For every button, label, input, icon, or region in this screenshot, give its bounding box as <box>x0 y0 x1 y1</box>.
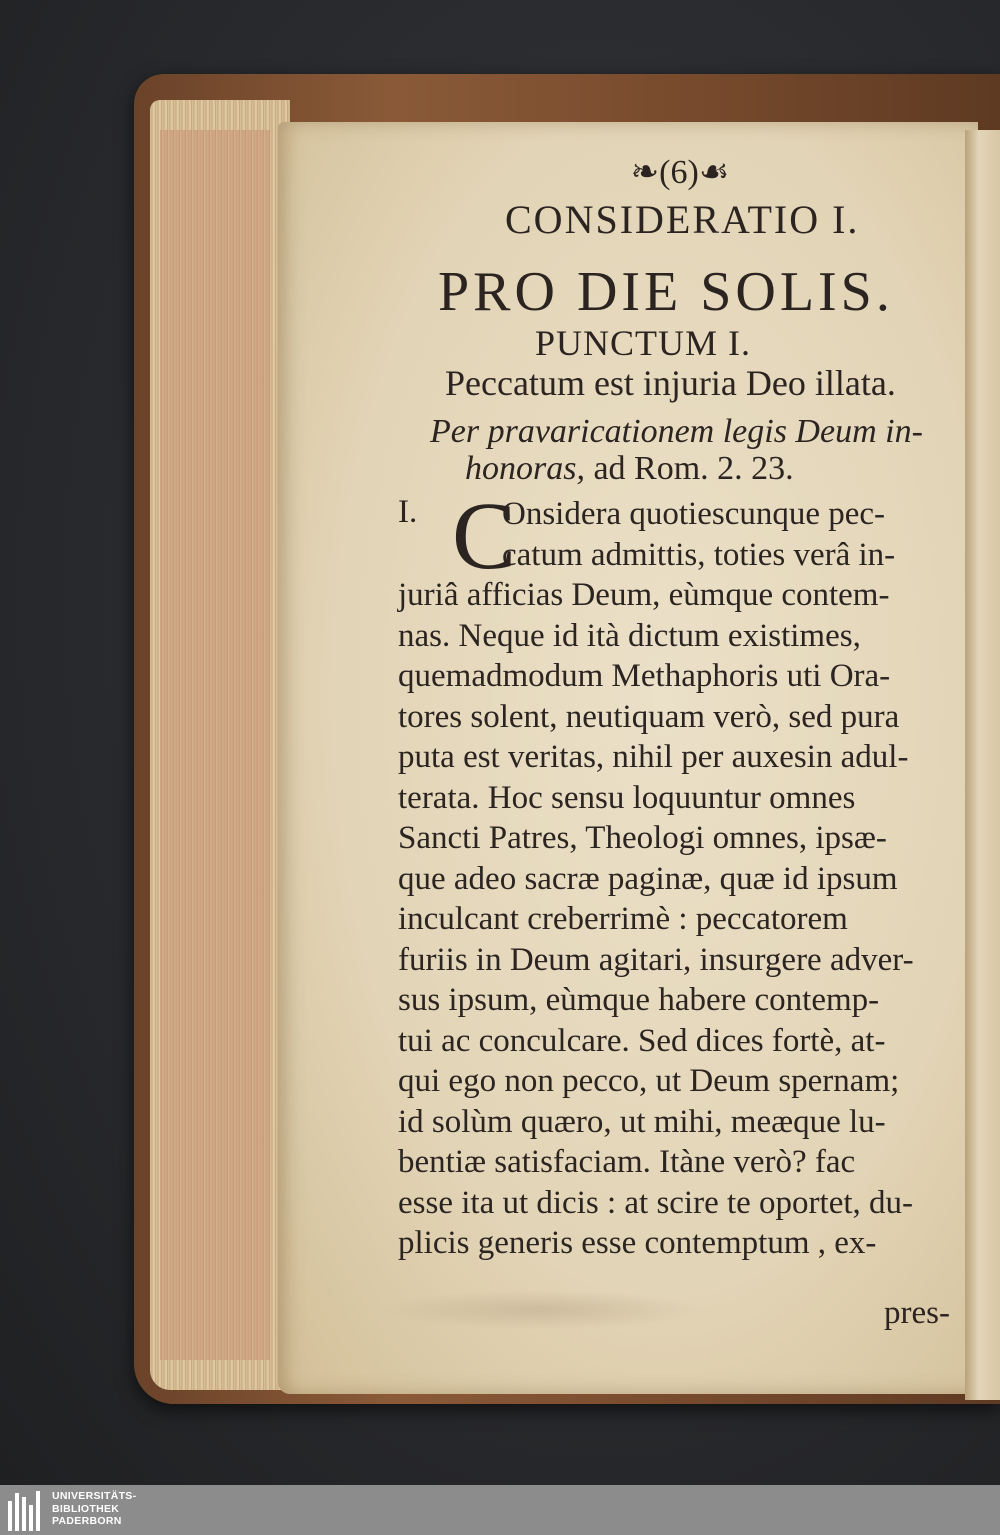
text-line: tui ac conculcare. Sed dices fortè, at- <box>398 1022 886 1059</box>
red-edge-stain <box>160 130 270 1360</box>
verse-italic: Per pravaricationem legis Deum in- <box>430 413 923 450</box>
text-line: qui ego non pecco, ut Deum spernam; <box>398 1063 900 1099</box>
consideratio-title: CONSIDERATIO I. <box>505 197 860 242</box>
text-line: terata. Hoc sensu loquuntur omnes <box>398 779 856 816</box>
text-line: sus ipsum, eùmque habere contemp- <box>398 982 880 1018</box>
text-line: Sancti Patres, Theologi omnes, ipsæ- <box>398 820 887 856</box>
text-line: tores solent, neutiquam verò, sed pura <box>398 698 900 735</box>
section-heading: Peccatum est injuria Deo illata. <box>445 363 896 403</box>
page-number: (6) <box>659 154 699 191</box>
punctum-title: PUNCTUM I. <box>535 323 752 363</box>
library-line-3: PADERBORN <box>52 1515 122 1527</box>
library-name <box>52 1490 136 1528</box>
catchword: pres- <box>884 1295 950 1331</box>
text-line: que adeo sacræ paginæ, quæ id ipsum <box>398 860 898 897</box>
verse-end-italic: honoras, <box>465 450 585 487</box>
library-line-1: UNIVERSITÄTS- <box>52 1490 137 1502</box>
library-logo-icon <box>6 1489 42 1531</box>
text-line: juriâ afficias Deum, eùmque contem- <box>398 577 890 613</box>
day-title: PRO DIE SOLIS. <box>438 261 894 323</box>
ornament-right-icon: ☙ <box>698 154 730 191</box>
facing-page-edge <box>965 130 1000 1400</box>
drop-cap: C <box>452 482 517 589</box>
text-line: quemadmodum Methaphoris uti Ora- <box>398 658 891 694</box>
text-line: nas. Neque id ità dictum existimes, <box>398 617 861 654</box>
library-line-2: BIBLIOTHEK <box>52 1502 120 1515</box>
text-line: id solùm quæro, ut mihi, meæque lu- <box>398 1103 886 1140</box>
paragraph-number: I. <box>398 494 418 530</box>
footer-bar <box>0 1485 1000 1535</box>
body-text <box>398 494 958 1264</box>
text-line: esse ita ut dicis : at scire te oportet, du- <box>398 1184 914 1221</box>
text-line: inculcant creberrimè : peccatorem <box>398 901 848 937</box>
text-line: puta est veritas, nihil per auxesin adul- <box>398 739 909 775</box>
text-line: bentiæ satisfaciam. Itàne verò? fac <box>398 1144 856 1180</box>
text-line: catum admittis, toties verâ in- <box>502 536 896 573</box>
text-line: furiis in Deum agitari, insurgere adver- <box>398 941 914 978</box>
text-line: plicis generis esse contemptum , ex- <box>398 1225 877 1261</box>
ornament-left-icon: ❧ <box>630 154 660 191</box>
ink-smudge <box>375 1290 705 1330</box>
verse-reference: ad Rom. 2. 23. <box>584 450 794 487</box>
text-line: Onsidera quotiescunque pec- <box>502 496 886 532</box>
page-number-line <box>600 152 760 192</box>
